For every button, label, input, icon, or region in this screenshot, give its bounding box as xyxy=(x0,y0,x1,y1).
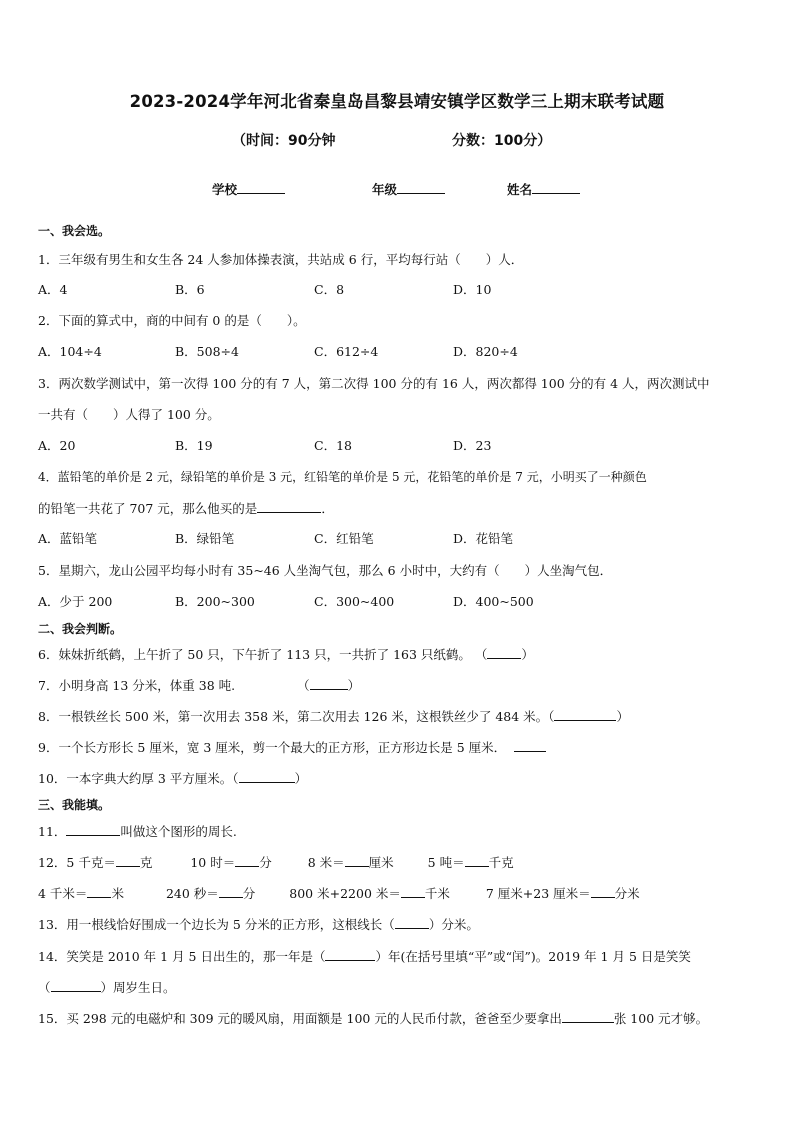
q12-item-unit: 分米 xyxy=(614,886,640,901)
q12-item-unit: 分 xyxy=(259,855,272,870)
q12-answer-blank[interactable] xyxy=(345,854,369,867)
exam-time: （时间：90分钟 xyxy=(232,133,336,149)
question-9 xyxy=(38,739,546,756)
school-blank[interactable] xyxy=(237,180,285,194)
q12-item-unit: 厘米 xyxy=(368,855,394,870)
grade-field[interactable] xyxy=(372,180,445,198)
q14-answer-blank-2[interactable] xyxy=(51,979,101,992)
q3-option-c[interactable]: C．18 xyxy=(314,438,352,453)
q6-text: 6．妹妹折纸鹤，上午折了 50 只，下午折了 113 只，一共折了 163 只纸鹤。 （ xyxy=(38,647,488,662)
q7-open: （ xyxy=(297,678,310,693)
q12-answer-blank[interactable] xyxy=(401,885,425,898)
q4-answer-blank[interactable] xyxy=(257,500,321,513)
q7-answer-blank[interactable] xyxy=(310,677,348,690)
q2-option-d[interactable]: D．820÷4 xyxy=(453,344,518,359)
q14-answer-blank-1[interactable] xyxy=(325,948,375,961)
name-field[interactable] xyxy=(507,180,580,198)
q12-answer-blank[interactable] xyxy=(235,854,259,867)
q11-answer-blank[interactable] xyxy=(66,823,120,836)
grade-label: 年级 xyxy=(372,182,398,197)
q10-answer-blank[interactable] xyxy=(239,770,295,783)
question-12-row-1 xyxy=(38,854,514,871)
q11-number: 11． xyxy=(38,824,67,839)
q12-item-text: 4 千米＝ xyxy=(38,886,88,901)
q9-text: 9．一个长方形长 5 厘米，宽 3 厘米，剪一个最大的正方形，正方形边长是 5 厘米． xyxy=(38,740,507,755)
q2-option-b[interactable]: B．508÷4 xyxy=(175,344,239,359)
q12-item-unit: 千米 xyxy=(424,886,450,901)
q1-option-a[interactable]: A．4 xyxy=(38,282,68,297)
q12-item-unit: 分 xyxy=(242,886,256,901)
name-blank[interactable] xyxy=(532,180,580,194)
question-11 xyxy=(38,823,237,840)
q14-open: （ xyxy=(38,980,51,995)
q5-option-a[interactable]: A．少于 200 xyxy=(38,594,113,609)
question-4-line-2 xyxy=(38,500,334,517)
q12-item-text: 240 秒＝ xyxy=(165,886,219,901)
question-12-row-2 xyxy=(38,885,640,902)
question-14-line-2 xyxy=(38,979,176,996)
q3-option-b[interactable]: B．19 xyxy=(175,438,213,453)
q3-option-d[interactable]: D．23 xyxy=(453,438,492,453)
q1-option-c[interactable]: C．8 xyxy=(314,282,345,297)
q5-option-b[interactable]: B．200~300 xyxy=(175,594,255,609)
q14-end: ）周岁生日。 xyxy=(100,980,176,995)
q12-answer-blank[interactable] xyxy=(116,854,140,867)
question-4-line-1: 4．蓝铅笔的单价是 2 元，绿铅笔的单价是 3 元，红铅笔的单价是 5 元，花铅笔的单价是 7 元，小明买了一种颜色 xyxy=(38,470,647,484)
question-15 xyxy=(38,1010,708,1027)
q4-option-b[interactable]: B．绿铅笔 xyxy=(175,531,235,546)
q6-end: ） xyxy=(521,647,534,662)
q12-item-text: 8 米＝ xyxy=(307,855,345,870)
name-label: 姓名 xyxy=(507,182,533,197)
q4-text: 的铅笔一共花了 707 元，那么他买的是 xyxy=(38,501,258,516)
q5-option-c[interactable]: C．300~400 xyxy=(314,594,395,609)
q8-answer-blank[interactable] xyxy=(554,708,616,721)
q15-answer-blank[interactable] xyxy=(562,1010,614,1023)
q4-option-a[interactable]: A．蓝铅笔 xyxy=(38,531,98,546)
q1-option-d[interactable]: D．10 xyxy=(453,282,492,297)
section-title: 三、我能填。 xyxy=(38,798,111,812)
question-3-line-1: 3．两次数学测试中，第一次得 100 分的有 7 人，第二次得 100 分的有 16 人，两次都得 100 分的有 4 人，两次测试中 xyxy=(38,376,710,391)
q13-end: ）分米。 xyxy=(428,917,479,932)
q14-text: 14．笑笑是 2010 年 1 月 5 日出生的，那一年是（ xyxy=(38,949,326,964)
q2-option-a[interactable]: A．104÷4 xyxy=(38,344,102,359)
question-13 xyxy=(38,916,479,933)
question-1: 1．三年级有男生和女生各 24 人参加体操表演，共站成 6 行，平均每行站（ ）人． xyxy=(38,252,524,267)
question-5: 5．星期六，龙山公园平均每小时有 35~46 人坐淘气包，那么 6 小时中，大约有（ ）人坐淘气包． xyxy=(38,563,613,578)
q12-item-unit: 千克 xyxy=(488,855,514,870)
q6-answer-blank[interactable] xyxy=(487,646,521,659)
exam-score: 分数：100分） xyxy=(452,133,552,149)
q7-end: ） xyxy=(347,678,361,693)
question-3-line-2: 一共有（ ）人得了 100 分。 xyxy=(38,407,220,422)
q12-item-text: 10 时＝ xyxy=(190,855,236,870)
section-title: 二、我会判断。 xyxy=(38,622,123,636)
q3-option-a[interactable]: A．20 xyxy=(38,438,76,453)
page-title: 2023-2024学年河北省秦皇岛昌黎县靖安镇学区数学三上期末联考试题 xyxy=(129,92,665,111)
question-10 xyxy=(38,770,307,787)
q12-answer-blank[interactable] xyxy=(591,885,615,898)
q1-option-b[interactable]: B．6 xyxy=(175,282,205,297)
q8-end: ） xyxy=(616,709,629,724)
q14-text-cont: ）年(在括号里填“平”或“闰”)。2019 年 1 月 5 日是笑笑 xyxy=(375,949,691,964)
q4-end: ． xyxy=(321,501,334,516)
q15-text: 15．买 298 元的电磁炉和 309 元的暖风扇，用面额是 100 元的人民币付款，爸爸至少要拿出 xyxy=(38,1011,562,1026)
q7-text: 7．小明身高 13 分米，体重 38 吨. xyxy=(38,678,236,693)
grade-blank[interactable] xyxy=(397,180,445,194)
q12-item-text: 800 米+2200 米＝ xyxy=(289,886,401,901)
q4-option-d[interactable]: D．花铅笔 xyxy=(453,531,514,546)
q12-item-text: 12．5 千克＝ xyxy=(38,855,116,870)
school-label: 学校 xyxy=(212,182,238,197)
q9-answer-blank[interactable] xyxy=(514,739,546,752)
q11-text: 叫做这个图形的周长. xyxy=(120,824,237,839)
q13-answer-blank[interactable] xyxy=(395,916,429,929)
q12-item-text: 5 吨＝ xyxy=(427,855,465,870)
q12-answer-blank[interactable] xyxy=(87,885,111,898)
q8-text: 8．一根铁丝长 500 米，第一次用去 358 米，第二次用去 126 米，这根铁丝少了 484 米。（ xyxy=(38,709,555,724)
q10-text: 10．一本字典大约厚 3 平方厘米。（ xyxy=(38,771,239,786)
question-6 xyxy=(38,646,534,663)
q5-option-d[interactable]: D．400~500 xyxy=(453,594,534,609)
q12-item-unit: 克 xyxy=(139,855,153,870)
q12-item-text: 7 厘米+23 厘米＝ xyxy=(485,886,591,901)
question-7 xyxy=(38,677,360,694)
q4-option-c[interactable]: C．红铅笔 xyxy=(314,531,374,546)
section-title: 一、我会选。 xyxy=(38,224,111,238)
q12-answer-blank[interactable] xyxy=(219,885,243,898)
question-8 xyxy=(38,708,629,725)
q10-end: ） xyxy=(294,771,308,786)
q2-option-c[interactable]: C．612÷4 xyxy=(314,344,379,359)
q13-text: 13．用一根线恰好围成一个边长为 5 分米的正方形，这根线长（ xyxy=(38,917,395,932)
school-field[interactable] xyxy=(212,180,285,198)
question-2: 2．下面的算式中，商的中间有 0 的是（ ）。 xyxy=(38,313,306,328)
q15-end: 张 100 元才够。 xyxy=(613,1011,709,1026)
question-14-line-1 xyxy=(38,948,691,965)
q12-item-unit: 米 xyxy=(111,886,124,901)
q12-answer-blank[interactable] xyxy=(465,854,489,867)
